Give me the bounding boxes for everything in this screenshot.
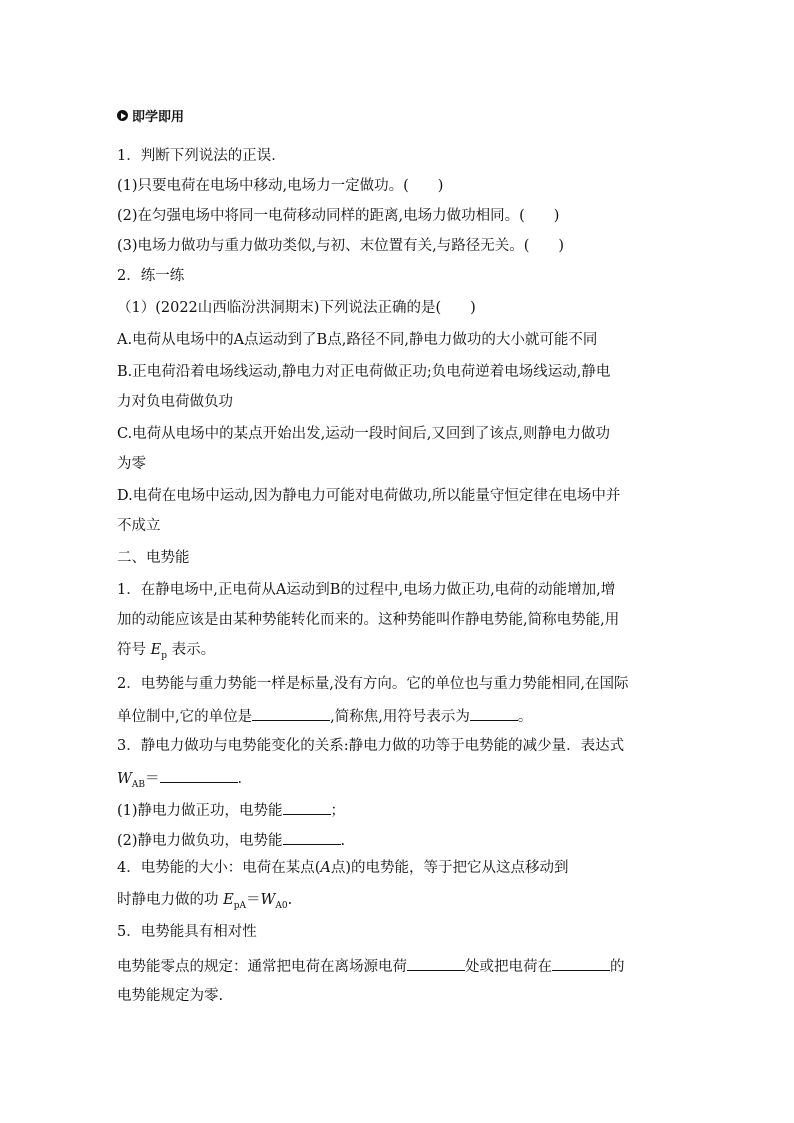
p2-line1: 2．电势能与重力势能一样是标量,没有方向。它的单位也与重力势能相同,在国际 <box>117 676 629 692</box>
p5-line: 5．电势能具有相对性 <box>117 924 257 940</box>
q2-stem: （1）(2022山西临汾洪洞期末)下列说法正确的是( ) <box>117 300 476 316</box>
q2-option-b-line2: 力对负电荷做负功 <box>117 394 233 410</box>
p6-line1-c: 的 <box>610 959 625 975</box>
p6-line1-a: 电势能零点的规定：通常把电荷在离场源电荷 <box>117 959 407 975</box>
q1-item-3: (3)电场力做功与重力做功类似,与初、末位置有关,与路径无关。( ) <box>117 238 565 254</box>
q2-option-b-line1: B.正电荷沿着电场线运动,静电力对正电荷做正功;负电荷逆着电场线运动,静电 <box>117 364 611 380</box>
ep-subscript: p <box>161 650 167 661</box>
p2-line2 <box>117 704 532 727</box>
p4-line1-b: 点)的电势能，等于把它从这点移动到 <box>330 860 569 876</box>
p4-line2 <box>117 890 292 916</box>
positive-work-blank[interactable] <box>283 798 331 815</box>
epa-subscript: pA <box>233 900 246 911</box>
p3-line2-end: ． <box>237 771 253 787</box>
p4-line2-end: . <box>287 892 293 908</box>
zero-point-blank-1[interactable] <box>407 954 465 971</box>
q2-option-a: A.电荷从电场中的A点运动到了B点,路径不同,静电力做功的大小就可能不同 <box>117 332 598 348</box>
p1-line3 <box>117 640 215 666</box>
p3-line1: 3．静电力做功与电势能变化的关系:静电力做的功等于电势能的减少量．表达式 <box>117 738 625 754</box>
equals-sign: ＝ <box>145 771 160 787</box>
zero-point-blank-2[interactable] <box>552 954 610 971</box>
unit-symbol-blank[interactable] <box>470 704 518 721</box>
p3-item2-text: (2)静电力做负功，电势能 <box>117 833 283 849</box>
p1-line2: 加的动能应该是由某种势能转化而来的。这种势能叫作静电势能,简称电势能,用 <box>117 612 620 628</box>
p3-item1-text: (1)静电力做正功，电势能 <box>117 803 283 819</box>
play-circle-icon <box>117 110 128 121</box>
p2-line2-b: ,简称焦,用符号表示为 <box>330 709 470 725</box>
q2-option-d-line2: 不成立 <box>117 518 161 534</box>
section-heading <box>117 106 184 125</box>
p2-line2-c: 。 <box>517 709 533 725</box>
wab-subscript: AB <box>131 779 146 790</box>
wab-symbol: W <box>117 771 132 787</box>
q1-title: 1．判断下列说法的正误． <box>117 148 286 164</box>
p3-item2-end: . <box>340 833 346 849</box>
p3-item1-end: ； <box>330 803 346 819</box>
wa0-subscript: A0 <box>275 900 288 911</box>
p6-line1-b: 处或把电荷在 <box>465 959 552 975</box>
wab-expression-blank[interactable] <box>160 766 238 783</box>
wa0-symbol: W <box>260 892 276 908</box>
p1-line3-b: 表示。 <box>171 642 216 658</box>
point-a-symbol: A <box>320 860 331 876</box>
q1-item-1: (1)只要电荷在电场中移动,电场力一定做功。( ) <box>117 178 444 194</box>
unit-name-blank[interactable] <box>252 704 330 721</box>
q1-item-2: (2)在匀强电场中将同一电荷移动同样的距离,电场力做功相同。( ) <box>117 208 560 224</box>
negative-work-blank[interactable] <box>283 828 341 845</box>
p3-item1 <box>117 798 345 821</box>
p2-line2-a: 单位制中,它的单位是 <box>117 709 253 725</box>
p3-item2 <box>117 828 345 851</box>
q2-title: 2．练一练 <box>117 268 185 284</box>
p1-line3-a: 符号 <box>117 642 146 658</box>
p1-line1: 1．在静电场中,正电荷从A运动到B的过程中,电场力做正功,电荷的动能增加,增 <box>117 582 616 598</box>
q2-option-d-line1: D.电荷在电场中运动,因为静电力可能对电荷做功,所以能量守恒定律在电场中并 <box>117 488 621 504</box>
p3-line2 <box>117 766 252 795</box>
epa-symbol: E <box>223 892 234 908</box>
q2-option-c-line1: C.电荷从电场中的某点开始出发,运动一段时间后,又回到了该点,则静电力做功 <box>117 426 611 442</box>
p4-equals: ＝ <box>245 892 261 908</box>
part2-title: 二、电势能 <box>117 550 190 566</box>
p6-line1 <box>117 954 625 977</box>
section-heading-text: 即学即用 <box>132 110 185 125</box>
q2-option-c-line2: 为零 <box>117 456 146 472</box>
p4-line1 <box>117 858 569 878</box>
p4-line1-a: 4．电势能的大小：电荷在某点( <box>117 860 321 876</box>
p4-line2-a: 时静电力做的功 <box>117 892 219 908</box>
p6-line2: 电势能规定为零. <box>117 988 224 1004</box>
ep-symbol: E <box>150 642 162 658</box>
